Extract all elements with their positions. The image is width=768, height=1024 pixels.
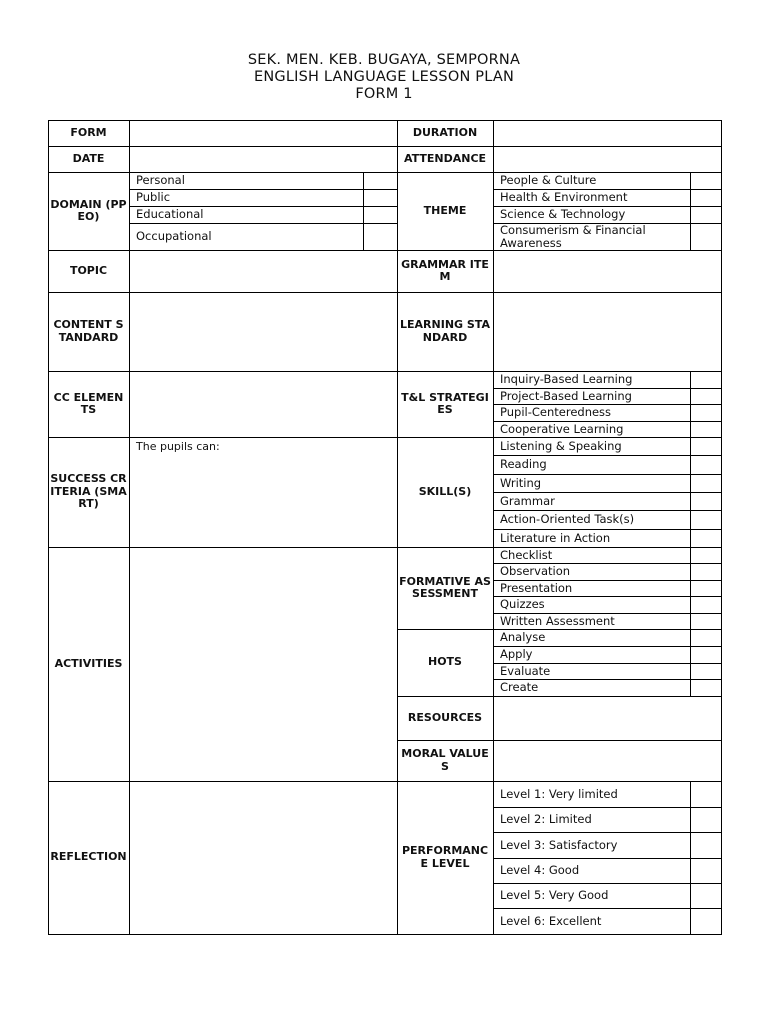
strategy-option: Cooperative Learning [500,421,624,436]
skill-option: Listening & Speaking [500,438,622,453]
domain-checkbox[interactable] [363,172,397,189]
assessment-checkbox[interactable] [690,563,721,579]
grid-line [690,371,691,437]
hots-option: Create [500,680,539,695]
grid-line [363,172,364,250]
theme-option: People & Culture [500,173,597,188]
skill-checkbox[interactable] [690,437,721,455]
label-formative-assessment: FORMATIVE ASSESSMENT [399,574,491,600]
performance-option: Level 1: Very limited [500,786,618,801]
domain-option: Public [136,190,171,205]
cc-elements-field[interactable] [129,371,397,437]
performance-checkbox[interactable] [690,858,721,883]
label-success-criteria: SUCCESS CRITERIA (SMART) [50,472,127,511]
assessment-checkbox[interactable] [690,580,721,596]
label-moral-values: MORAL VALUES [401,747,489,773]
label-performance-level: PERFORMANCE LEVEL [401,844,489,870]
hots-option: Evaluate [500,663,551,678]
skill-option: Action-Oriented Task(s) [500,512,635,527]
performance-checkbox[interactable] [690,883,721,908]
performance-checkbox[interactable] [690,807,721,832]
domain-option: Personal [136,173,185,188]
theme-checkbox[interactable] [690,189,721,206]
form-level: FORM 1 [355,86,413,102]
date-field[interactable] [129,146,397,172]
label-theme: THEME [423,203,467,217]
strategy-checkbox[interactable] [690,371,721,388]
activities-field[interactable] [129,547,397,781]
skill-checkbox[interactable] [690,529,721,547]
skill-checkbox[interactable] [690,510,721,528]
skill-checkbox[interactable] [690,492,721,510]
skill-option: Writing [500,475,542,490]
assessment-checkbox[interactable] [690,613,721,629]
skill-checkbox[interactable] [690,455,721,473]
hots-option: Apply [500,646,533,661]
theme-option: Consumerism & Financial Awareness [500,223,646,250]
assessment-option: Presentation [500,580,573,595]
grid-line [690,629,691,696]
label-grammar-item: GRAMMAR ITEM [401,257,489,283]
grammar-item-field[interactable] [493,250,721,292]
hots-checkbox[interactable] [690,679,721,696]
theme-option: Science & Technology [500,207,626,222]
label-domain: DOMAIN (PPEO) [50,197,127,223]
performance-checkbox[interactable] [690,781,721,807]
label-reflection: REFLECTION [50,850,127,864]
skill-option: Literature in Action [500,530,611,545]
attendance-field[interactable] [493,146,721,172]
strategy-checkbox[interactable] [690,388,721,405]
skill-option: Grammar [500,493,555,508]
theme-checkbox[interactable] [690,206,721,223]
performance-option: Level 2: Limited [500,812,592,827]
success-criteria-field[interactable]: The pupils can: [136,440,220,453]
strategy-option: Inquiry-Based Learning [500,372,633,386]
skill-option: Reading [500,457,547,472]
label-tl-strategies: T&L STRATEGIES [401,390,489,416]
strategy-option: Project-Based Learning [500,388,632,403]
document-header [0,52,768,103]
domain-checkbox[interactable] [363,189,397,206]
resources-field[interactable] [493,696,721,740]
moral-values-field[interactable] [493,740,721,781]
assessment-option: Quizzes [500,597,545,612]
school-name: SEK. MEN. KEB. BUGAYA, SEMPORNA [247,52,521,68]
label-activities: ACTIVITIES [54,656,123,670]
domain-checkbox[interactable] [363,206,397,223]
assessment-option: Written Assessment [500,613,615,628]
grid-line [690,781,691,934]
label-form: FORM [70,125,107,139]
grid-line [690,437,691,547]
label-hots: HOTS [428,655,462,669]
label-attendance: ATTENDANCE [403,151,487,165]
hots-checkbox[interactable] [690,663,721,680]
label-skills: SKILL(S) [418,484,472,498]
domain-checkbox[interactable] [363,223,397,250]
strategy-option: Pupil-Centeredness [500,405,612,419]
topic-field[interactable] [129,250,397,292]
performance-option: Level 4: Good [500,863,580,878]
reflection-field[interactable] [129,781,397,934]
performance-checkbox[interactable] [690,832,721,858]
skill-checkbox[interactable] [690,474,721,492]
label-topic: TOPIC [69,263,108,277]
theme-checkbox[interactable] [690,172,721,189]
strategy-checkbox[interactable] [690,421,721,438]
domain-option: Educational [136,207,204,222]
learning-standard-field[interactable] [493,292,721,371]
grid-line [690,547,691,629]
strategy-checkbox[interactable] [690,404,721,421]
domain-option: Occupational [136,229,212,244]
form-field[interactable] [129,120,397,146]
label-content-standard: CONTENT STANDARD [53,318,124,344]
theme-checkbox[interactable] [690,223,721,250]
hots-checkbox[interactable] [690,646,721,663]
assessment-checkbox[interactable] [690,596,721,612]
label-duration: DURATION [412,125,478,139]
assessment-checkbox[interactable] [690,547,721,563]
label-cc-elements: CC ELEMENTS [53,390,124,416]
theme-option: Health & Environment [500,190,628,205]
hots-option: Analyse [500,630,546,645]
plan-title: ENGLISH LANGUAGE LESSON PLAN [253,69,515,85]
label-learning-standard: LEARNING STANDARD [400,318,490,344]
performance-option: Level 5: Very Good [500,888,609,903]
grid-line [690,172,691,250]
content-standard-field[interactable] [129,292,397,371]
performance-option: Level 3: Satisfactory [500,837,618,852]
duration-field[interactable] [493,120,721,146]
hots-checkbox[interactable] [690,629,721,646]
performance-option: Level 6: Excellent [500,913,602,928]
performance-checkbox[interactable] [690,908,721,934]
assessment-option: Checklist [500,547,553,562]
assessment-option: Observation [500,564,571,579]
label-date: DATE [72,151,105,165]
label-resources: RESOURCES [407,710,483,724]
